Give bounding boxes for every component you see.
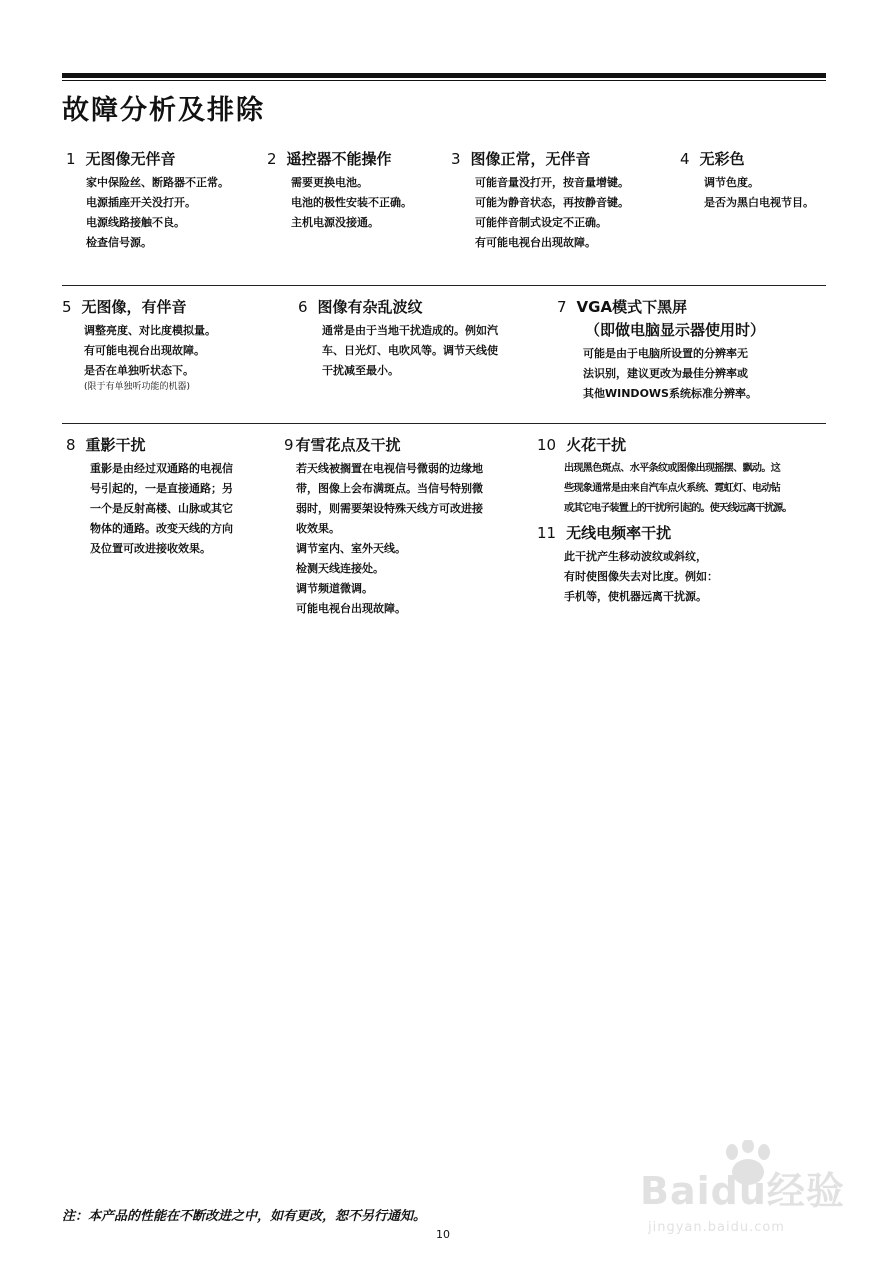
- body-line: 带，图像上会布满斑点。当信号特别微: [296, 482, 483, 495]
- row-divider: [62, 285, 826, 286]
- body-line: 电池的极性安装不正确。: [291, 196, 412, 209]
- section-title: 无线电频率干扰: [566, 524, 672, 542]
- section-7: [557, 296, 765, 404]
- body-line: 可能电视台出现故障。: [296, 602, 406, 615]
- section-heading: [557, 296, 765, 317]
- section-subtitle: （即做电脑显示器使用时）: [585, 321, 766, 339]
- body-note: (限于有单独听功能的机器): [84, 382, 191, 392]
- section-number: 7: [557, 298, 567, 316]
- body-line: 及位置可改进接收效果。: [90, 542, 211, 555]
- section-body: [537, 547, 718, 607]
- body-line: 法识别，建议更改为最佳分辨率或: [583, 367, 748, 380]
- body-line: 可能伴音制式设定不正确。: [475, 216, 607, 229]
- section-number: 1: [66, 150, 76, 168]
- section-title: VGA模式下黑屏: [576, 298, 688, 316]
- section-heading: [66, 434, 233, 455]
- section-11: [537, 522, 718, 607]
- section-title: 图像正常，无伴音: [470, 150, 591, 168]
- row-divider: [62, 423, 826, 424]
- section-number: 8: [66, 436, 76, 454]
- section-body: [267, 173, 412, 233]
- body-line: 一个是反射高楼、山脉或其它: [90, 502, 233, 515]
- section-heading: [66, 148, 229, 169]
- body-line: 可能为静音状态，再按静音键。: [475, 196, 629, 209]
- section-number: 5: [62, 298, 72, 316]
- section-9: [284, 434, 483, 619]
- section-number: 11: [537, 524, 557, 542]
- section-5: [62, 296, 216, 394]
- body-line: 有可能电视台出现故障。: [475, 236, 596, 249]
- section-body: [284, 459, 483, 619]
- body-line: 手机等，使机器远离干扰源。: [564, 590, 707, 603]
- watermark-logo: Baidu经验: [640, 1169, 845, 1213]
- section-10: [537, 434, 792, 519]
- section-heading: [298, 296, 498, 317]
- header-rule-thick: [62, 73, 826, 78]
- body-line: 干扰减至最小。: [322, 364, 399, 377]
- baidu-watermark: [640, 1140, 850, 1250]
- section-number: 3: [451, 150, 461, 168]
- body-line: 收效果。: [296, 522, 340, 535]
- section-title: 图像有杂乱波纹: [317, 298, 423, 316]
- body-line: 弱时，则需要架设特殊天线方可改进接: [296, 502, 483, 515]
- body-line: 是否在单独听状态下。: [84, 364, 194, 377]
- body-line: 电源线路接触不良。: [86, 216, 185, 229]
- section-title: 重影干扰: [85, 436, 146, 454]
- section-body: [557, 344, 765, 404]
- section-4: [680, 148, 814, 213]
- section-number: 2: [267, 150, 277, 168]
- section-title: 有雪花点及干扰: [295, 436, 401, 454]
- section-heading: [537, 434, 792, 455]
- body-line: 或其它电子装置上的干扰所引起的。使天线远离干扰源。: [564, 503, 792, 514]
- section-body: [680, 173, 814, 213]
- section-body: [298, 321, 498, 381]
- section-8: [66, 434, 233, 559]
- section-heading: [267, 148, 412, 169]
- page-number: 10: [436, 1228, 450, 1241]
- section-heading: [680, 148, 814, 169]
- section-body: [62, 321, 216, 394]
- section-6: [298, 296, 498, 381]
- section-1: [66, 148, 229, 253]
- body-line: 检测天线连接处。: [296, 562, 384, 575]
- section-heading: [451, 148, 629, 169]
- body-line: 调节频道微调。: [296, 582, 373, 595]
- body-line: 物体的通路。改变天线的方向: [90, 522, 233, 535]
- section-body: [451, 173, 629, 253]
- header-rule-thin: [62, 80, 826, 81]
- section-title: 无图像，有伴音: [81, 298, 187, 316]
- body-line: 主机电源没接通。: [291, 216, 379, 229]
- body-line: 需要更换电池。: [291, 176, 368, 189]
- section-body: [537, 459, 792, 519]
- body-line: 重影是由经过双通路的电视信: [90, 462, 233, 475]
- section-body: [66, 459, 233, 559]
- body-line: 若天线被搁置在电视信号微弱的边缘地: [296, 462, 483, 475]
- body-line: 通常是由于当地干扰造成的。例如汽: [322, 324, 498, 337]
- body-line: 有时使图像失去对比度。例如：: [564, 570, 718, 583]
- body-line: 可能音量没打开，按音量增键。: [475, 176, 629, 189]
- section-number: 10: [537, 436, 557, 454]
- section-heading: [284, 434, 483, 455]
- section-3: [451, 148, 629, 253]
- watermark-url: jingyan.baidu.com: [648, 1220, 785, 1235]
- footnote: 注：本产品的性能在不断改进之中，如有更改，恕不另行通知。: [62, 1209, 427, 1224]
- body-line: 出现黑色斑点、水平条纹或图像出现摇摆、飘动。这: [564, 463, 781, 474]
- section-heading: [62, 296, 216, 317]
- body-line: 其他WINDOWS系统标准分辨率。: [583, 387, 757, 400]
- body-line: 些现象通常是由来自汽车点火系统、霓虹灯、电动钻: [564, 483, 781, 494]
- body-line: 检查信号源。: [86, 236, 152, 249]
- body-line: 调整亮度、对比度模拟量。: [84, 324, 216, 337]
- section-title: 无图像无伴音: [85, 150, 176, 168]
- section-body: [66, 173, 229, 253]
- body-line: 调节室内、室外天线。: [296, 542, 406, 555]
- body-line: 可能是由于电脑所设置的分辨率无: [583, 347, 748, 360]
- page-title: 故障分析及排除: [62, 95, 265, 126]
- section-number: 4: [680, 150, 690, 168]
- section-number: 6: [298, 298, 308, 316]
- section-title: 遥控器不能操作: [286, 150, 392, 168]
- body-line: 家中保险丝、断路器不正常。: [86, 176, 229, 189]
- body-line: 号引起的，一是直接通路；另: [90, 482, 233, 495]
- body-line: 电源插座开关没打开。: [86, 196, 196, 209]
- section-title: 火花干扰: [566, 436, 627, 454]
- body-line: 有可能电视台出现故障。: [84, 344, 205, 357]
- section-title: 无彩色: [699, 150, 745, 168]
- body-line: 此干扰产生移动波纹或斜纹，: [564, 550, 707, 563]
- section-2: [267, 148, 412, 233]
- body-line: 车、日光灯、电吹风等。调节天线使: [322, 344, 498, 357]
- section-number: 9: [284, 436, 294, 454]
- body-line: 调节色度。: [704, 176, 759, 189]
- section-heading: [537, 522, 718, 543]
- body-line: 是否为黑白电视节目。: [704, 196, 814, 209]
